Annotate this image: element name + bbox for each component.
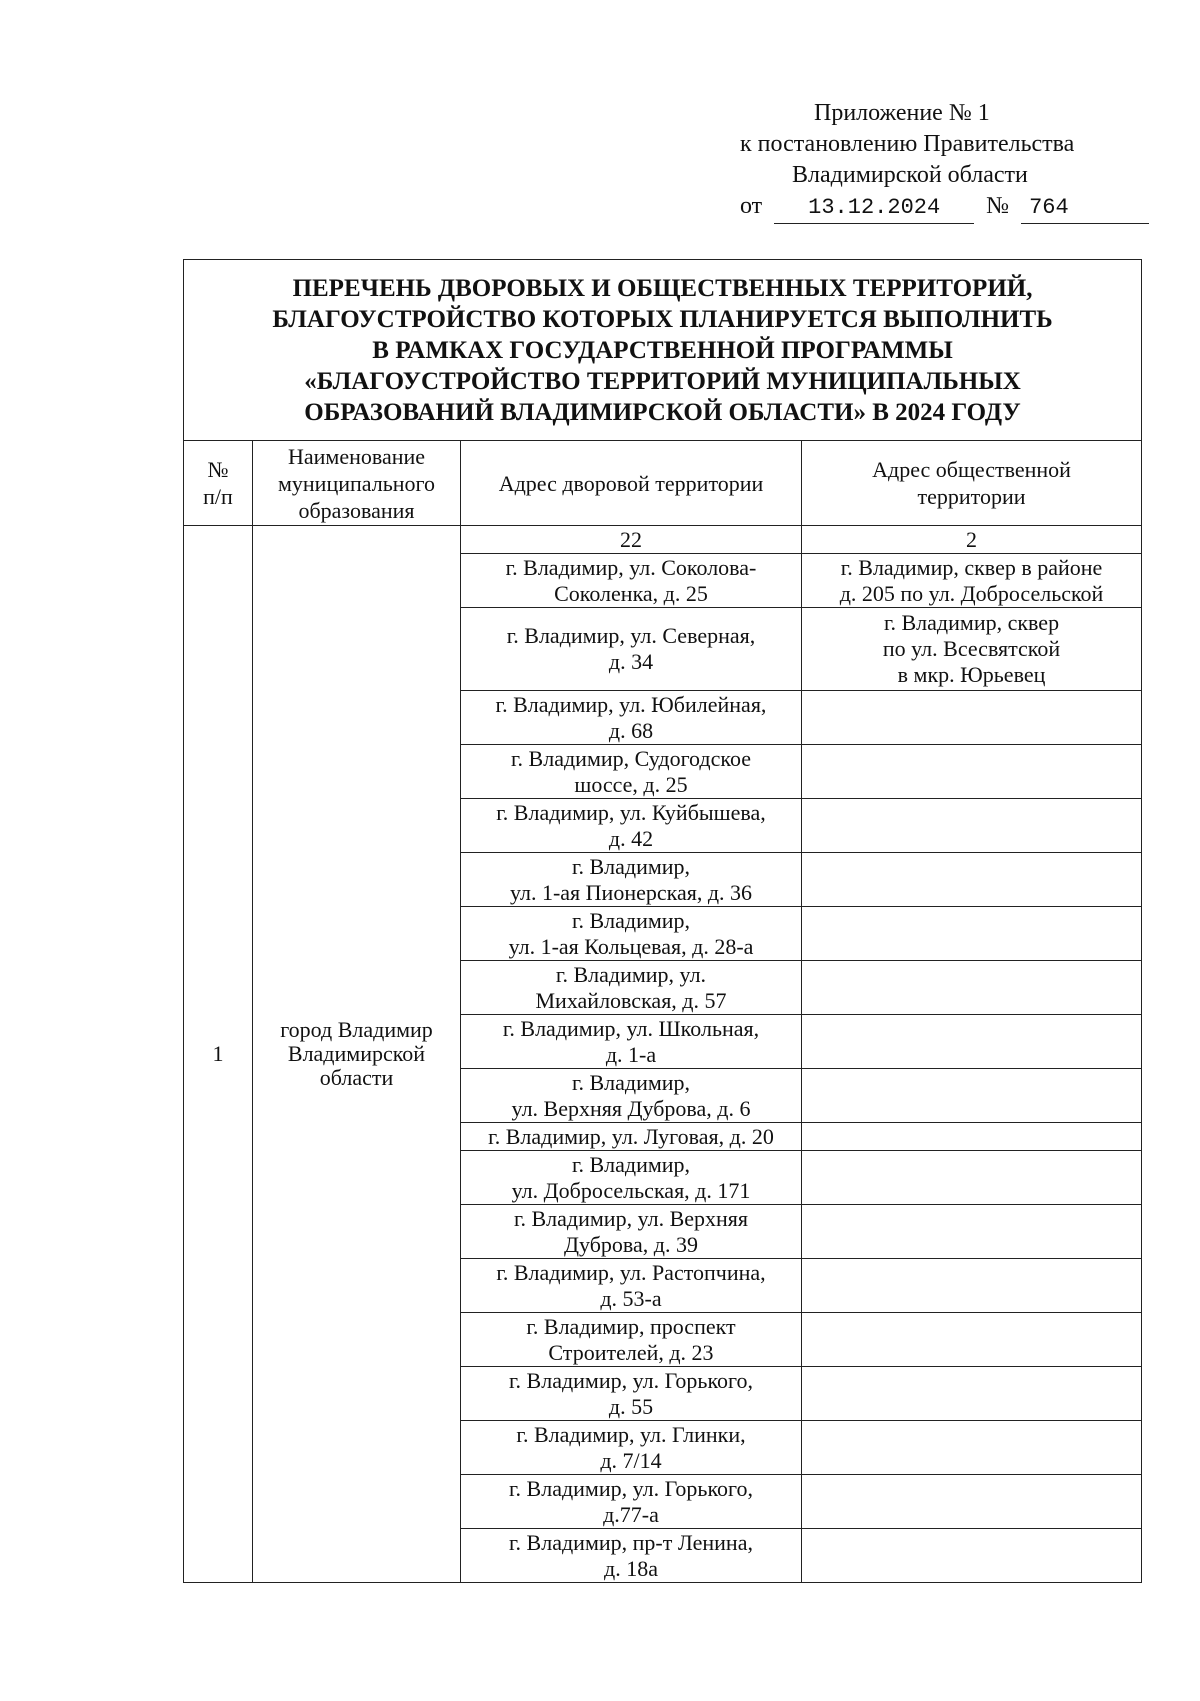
yard-address-cell [461,1367,802,1421]
yard-address-cell [461,1123,802,1151]
resolution-date: 13.12.2024 [774,192,974,224]
header-public-line: территории [917,484,1026,509]
yard-address-cell [461,799,802,853]
yard-address-line: д. 42 [608,825,654,851]
yard-address-line: д. 53-а [600,1285,662,1311]
header-municipality-line: муниципального [277,470,435,496]
yard-address-line: г. Владимир, проспект [526,1313,736,1339]
yard-address-cell [461,1151,802,1205]
yard-address-line: д.77-а [603,1501,659,1527]
municipality-cell [253,526,461,1583]
appendix-line-1: Приложение № 1 [814,100,990,126]
appendix-line-3: Владимирской области [792,162,1028,188]
municipality-line: город Владимир [280,1017,433,1042]
header-yard-address: Адрес дворовой территории [461,441,802,526]
yard-address-line: г. Владимир, ул. Луговая, д. 20 [488,1123,774,1149]
yard-address-line: г. Владимир, Судогодское [511,745,751,771]
public-address-cell [802,608,1142,691]
yard-address-cell [461,1069,802,1123]
municipality-line: Владимирской [287,1041,426,1066]
yard-address-line: г. Владимир, пр-т Ленина, [509,1529,753,1555]
header-row [184,441,1142,526]
date-prefix: от [740,193,763,219]
yard-address-line: д. 18а [604,1555,658,1581]
yard-address-cell [461,1205,802,1259]
yard-address-cell [461,691,802,745]
public-address-cell [802,1123,1142,1151]
title-line: В РАМКАХ ГОСУДАРСТВЕННОЙ ПРОГРАММЫ [372,336,953,364]
public-address-cell [802,1015,1142,1069]
yard-address-line: г. Владимир, ул. Соколова- [505,554,757,580]
yard-address-cell [461,853,802,907]
public-address-cell [802,1313,1142,1367]
yard-address-cell [461,1529,802,1583]
yard-address-line: ул. Добросельская, д. 171 [511,1177,751,1203]
resolution-number: 764 [1021,192,1149,224]
yard-address-cell [461,1259,802,1313]
row-number-cell: 1 [184,526,253,1583]
yard-address-line: д. 55 [608,1393,654,1419]
yard-address-line: д. 7/14 [600,1447,662,1473]
yard-address-line: г. Владимир, [571,853,691,879]
public-address-cell [802,1475,1142,1529]
yard-address-line: Соколенка, д. 25 [554,580,708,606]
yard-address-line: Дуброва, д. 39 [564,1231,698,1257]
yard-address-line: ул. 1-ая Кольцевая, д. 28-а [508,933,754,959]
yard-address-line: г. Владимир, ул. Растопчина, [496,1259,766,1285]
public-address-cell [802,853,1142,907]
yard-address-line: г. Владимир, [571,1151,691,1177]
header-municipality-line: образования [298,497,415,523]
yard-address-line: д. 34 [608,649,654,674]
title-line: ПЕРЕЧЕНЬ ДВОРОВЫХ И ОБЩЕСТВЕННЫХ ТЕРРИТОРИЙ, [292,274,1033,302]
public-address-cell [802,799,1142,853]
yard-address-line: Михайловская, д. 57 [535,987,727,1013]
yard-address-cell [461,907,802,961]
yard-address-line: г. Владимир, ул. Глинки, [516,1421,746,1447]
public-address-cell [802,554,1142,608]
public-address-line: г. Владимир, сквер [883,610,1060,635]
public-address-line: по ул. Всесвятской [882,636,1061,661]
public-address-cell [802,1259,1142,1313]
yard-address-line: шоссе, д. 25 [574,771,688,797]
yard-address-line: г. Владимир, [571,1069,691,1095]
territory-table [183,259,1142,1583]
yard-address-cell [461,1015,802,1069]
public-address-cell [802,907,1142,961]
appendix-line-2: к постановлению Правительства [740,131,1075,157]
yard-address-line: г. Владимир, ул. Горького, [509,1367,753,1393]
title-line: БЛАГОУСТРОЙСТВО КОТОРЫХ ПЛАНИРУЕТСЯ ВЫПОЛНИТЬ [272,305,1053,333]
yard-address-line: г. Владимир, ул. Горького, [509,1475,753,1501]
public-address-cell [802,1069,1142,1123]
yard-address-cell [461,1313,802,1367]
public-address-cell [802,1367,1142,1421]
municipality-line: области [319,1065,394,1090]
yard-address-line: ул. Верхняя Дуброва, д. 6 [511,1095,751,1121]
public-address-line: г. Владимир, сквер в районе [840,554,1103,580]
yard-address-cell [461,608,802,691]
yard-address-cell [461,1475,802,1529]
number-prefix: № [986,193,1010,219]
yard-address-cell [461,745,802,799]
yard-address-cell [461,1421,802,1475]
public-count: 2 [802,526,1142,554]
appendix-date-line [740,191,1140,224]
header-number [184,441,253,526]
yard-count: 22 [461,526,802,554]
header-public-line: Адрес общественной [872,457,1071,482]
yard-address-line: г. Владимир, ул. Северная, [506,623,756,648]
yard-address-line: г. Владимир, ул. Школьная, [502,1015,760,1041]
yard-address-line: г. Владимир, ул. Верхняя [513,1205,749,1231]
title-line: ОБРАЗОВАНИЙ ВЛАДИМИРСКОЙ ОБЛАСТИ» В 2024 ГОДУ [304,398,1021,426]
yard-address-line: г. Владимир, [571,907,691,933]
yard-address-line: д. 1-а [605,1041,657,1067]
header-number-line: № [207,457,229,482]
header-number-line: п/п [203,484,233,509]
yard-address-line: г. Владимир, ул. [555,961,707,987]
public-address-cell [802,745,1142,799]
yard-address-line: Строителей, д. 23 [548,1339,714,1365]
header-municipality-line: Наименование [287,443,426,469]
appendix-header [740,98,1140,224]
header-public-address [802,441,1142,526]
public-address-cell [802,961,1142,1015]
yard-address-line: г. Владимир, ул. Юбилейная, [495,691,767,717]
yard-address-line: д. 68 [608,717,654,743]
public-address-cell [802,1205,1142,1259]
public-address-cell [802,1151,1142,1205]
header-municipality [253,441,461,526]
public-address-line: д. 205 по ул. Добросельской [839,580,1104,606]
public-address-cell [802,1529,1142,1583]
yard-address-line: г. Владимир, ул. Куйбышева, [496,799,766,825]
count-row [184,526,1142,554]
public-address-line: в мкр. Юрьевец [897,662,1046,687]
title-line: «БЛАГОУСТРОЙСТВО ТЕРРИТОРИЙ МУНИЦИПАЛЬНЫХ [304,367,1021,395]
yard-address-cell [461,554,802,608]
public-address-cell [802,1421,1142,1475]
public-address-cell [802,691,1142,745]
yard-address-cell [461,961,802,1015]
table-title [184,260,1142,441]
yard-address-line: ул. 1-ая Пионерская, д. 36 [509,879,753,905]
